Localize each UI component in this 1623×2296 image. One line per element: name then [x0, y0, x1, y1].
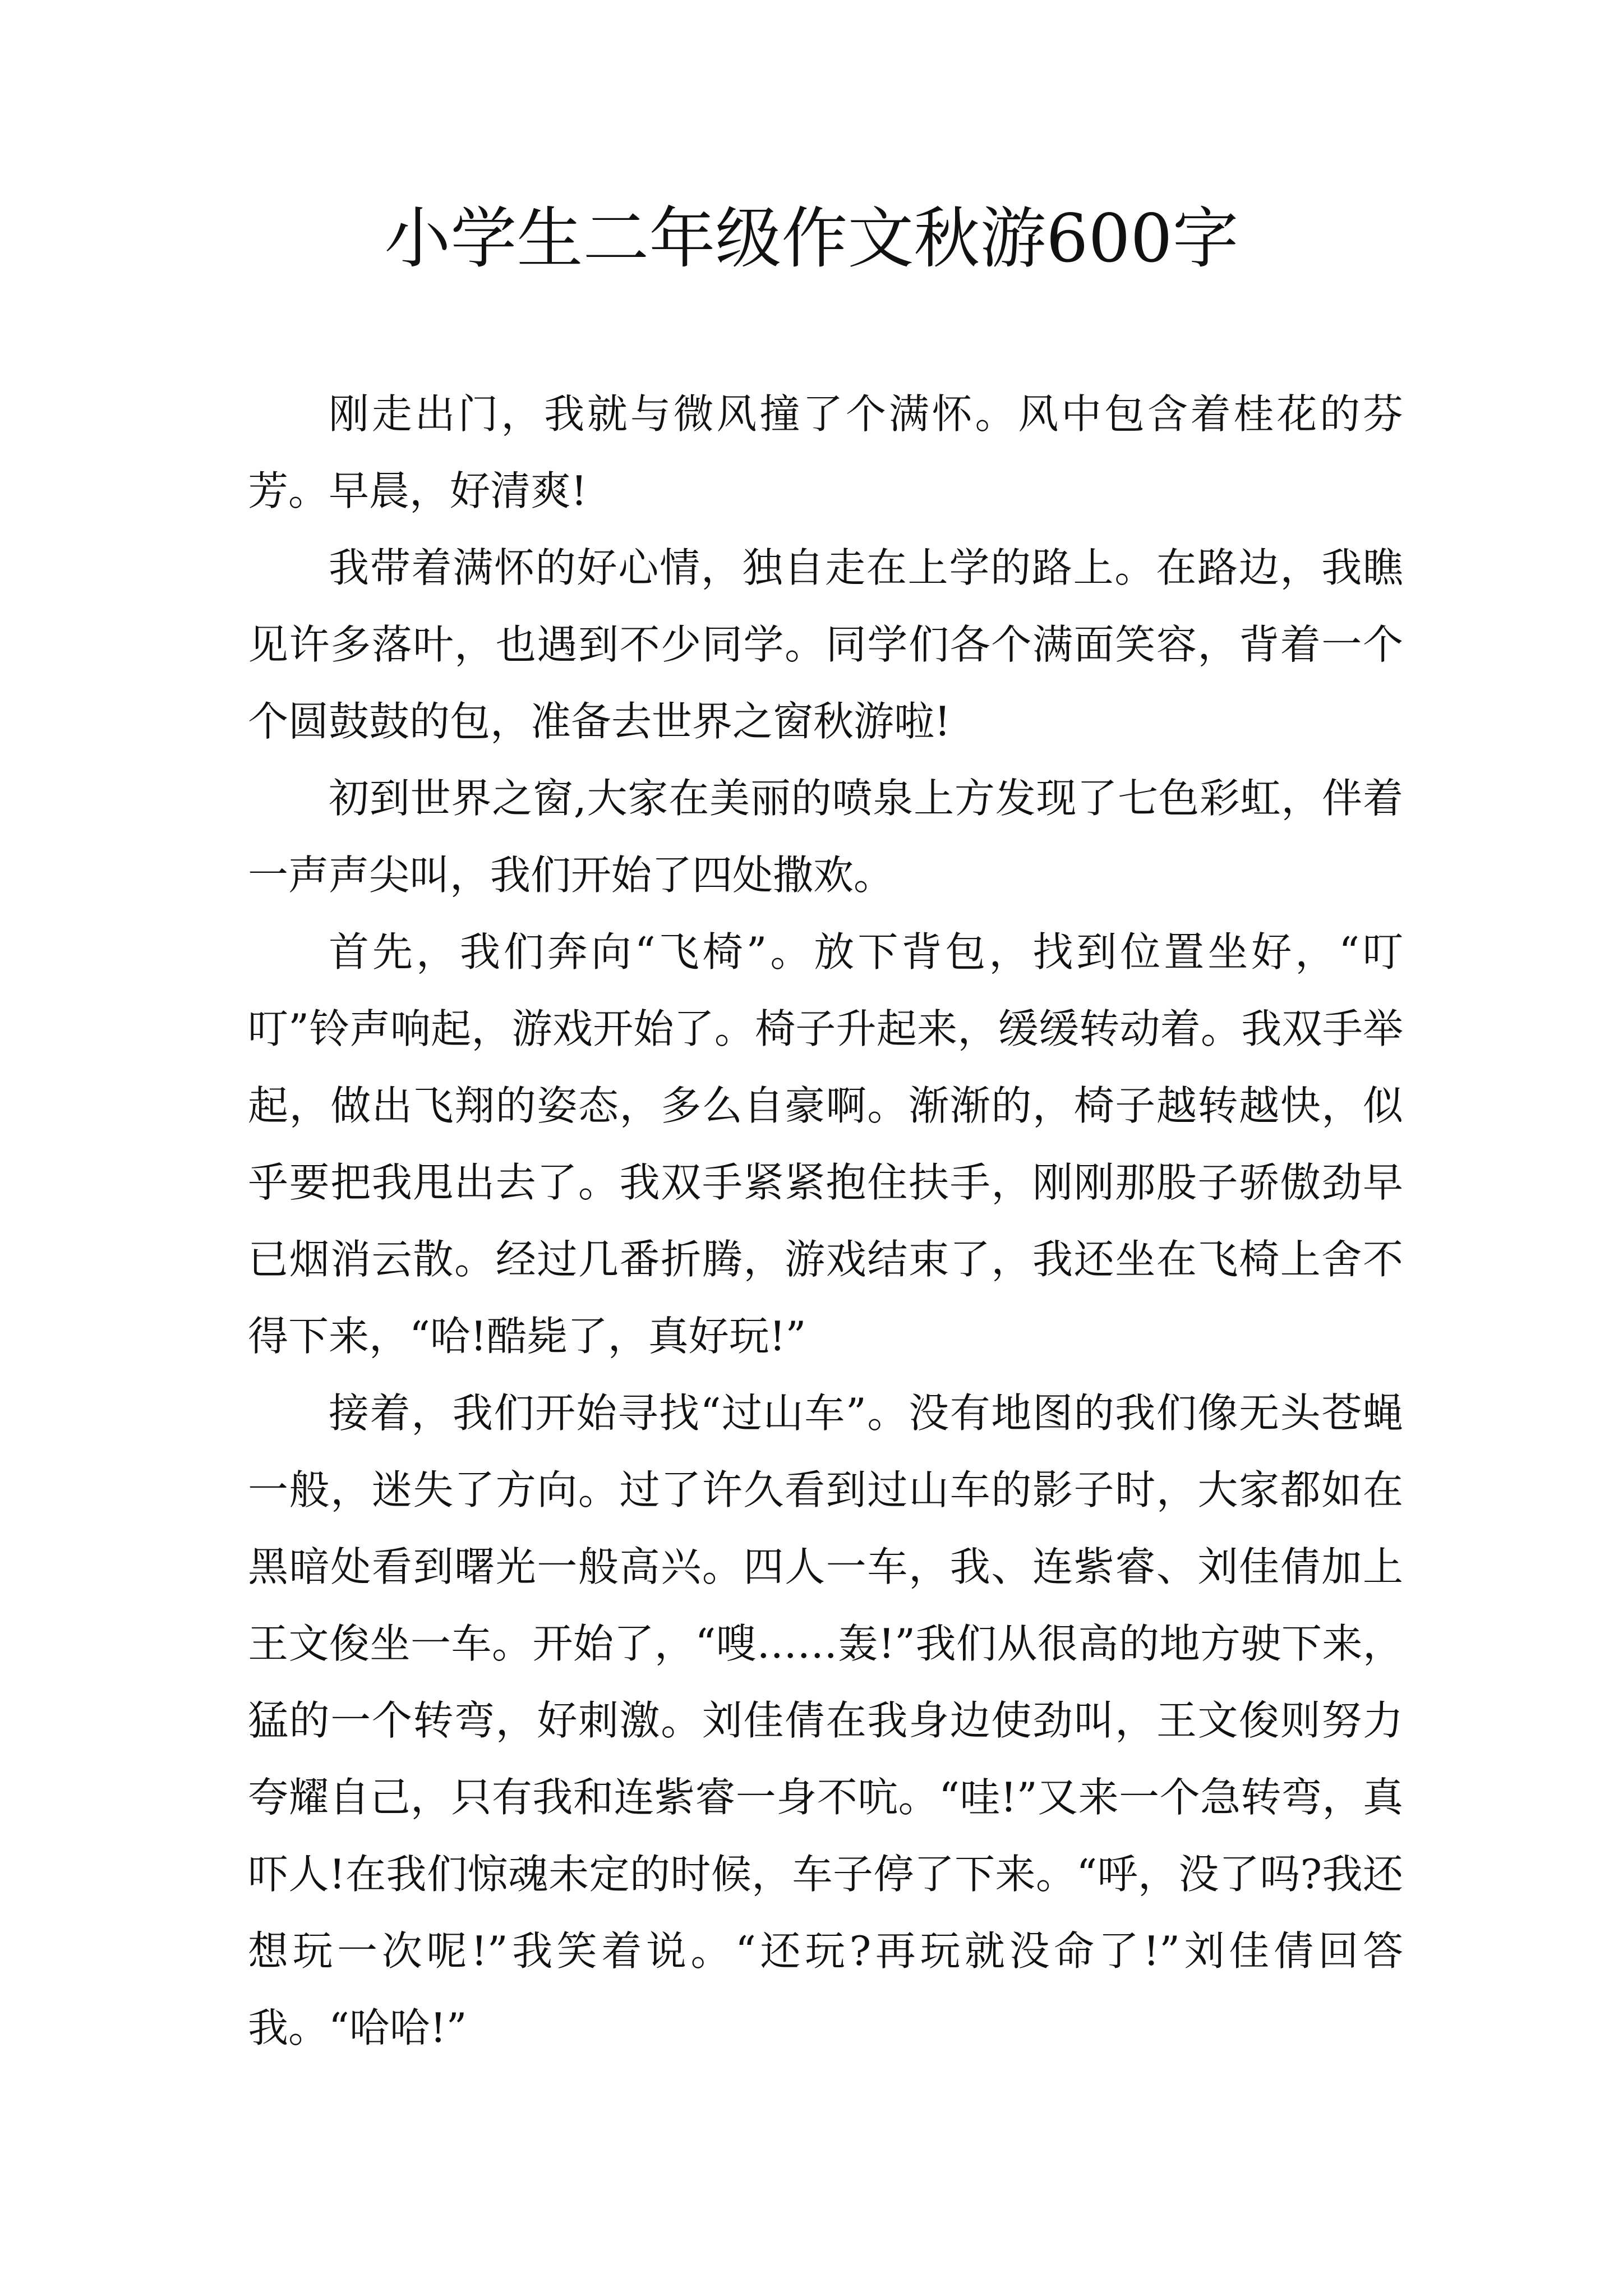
- paragraph-5: 接着，我们开始寻找“过山车”。没有地图的我们像无头苍蝇一般，迷失了方向。过了许久看到过山车的影子时，大家都如在黑暗处看到曙光一般高兴。四人一车，我、连紫睿、刘佳倩加上王文俊坐一车。开始了，“嗖……轰!”我们从很高的地方驶下来，猛的一个转弯，好刺激。刘佳倩在我身边使劲叫，王文俊则努力夸耀自己，只有我和连紫睿一身不吭。“哇!”又来一个急转弯，真吓人!在我们惊魂未定的时候，车子停了下来。“呼，没了吗?我还想玩一次呢!”我笑着说。“还玩?再玩就没命了!”刘佳倩回答我。“哈哈!”: [248, 1389, 1403, 2051]
- document-title: 小学生二年级作文秋游600字: [384, 200, 1239, 277]
- document-body: [248, 376, 1403, 2067]
- paragraph-1: 刚走出门，我就与微风撞了个满怀。风中包含着桂花的芬芳。早晨，好清爽!: [248, 390, 1403, 514]
- paragraph-2: 我带着满怀的好心情，独自走在上学的路上。在路边，我瞧见许多落叶，也遇到不少同学。同学们各个满面笑容，背着一个个圆鼓鼓的包，准备去世界之窗秋游啦!: [248, 544, 1403, 745]
- paragraph-3: 初到世界之窗,大家在美丽的喷泉上方发现了七色彩虹，伴着一声声尖叫，我们开始了四处撒欢。: [248, 775, 1403, 899]
- paragraph-4: 首先，我们奔向“飞椅”。放下背包，找到位置坐好，“叮叮”铃声响起，游戏开始了。椅子升起来，缓缓转动着。我双手举起，做出飞翔的姿态，多么自豪啊。渐渐的，椅子越转越快，似乎要把我甩出去了。我双手紧紧抱住扶手，刚刚那股子骄傲劲早已烟消云散。经过几番折腾，游戏结束了，我还坐在飞椅上舍不得下来，“哈!酷毙了，真好玩!”: [248, 928, 1403, 1360]
